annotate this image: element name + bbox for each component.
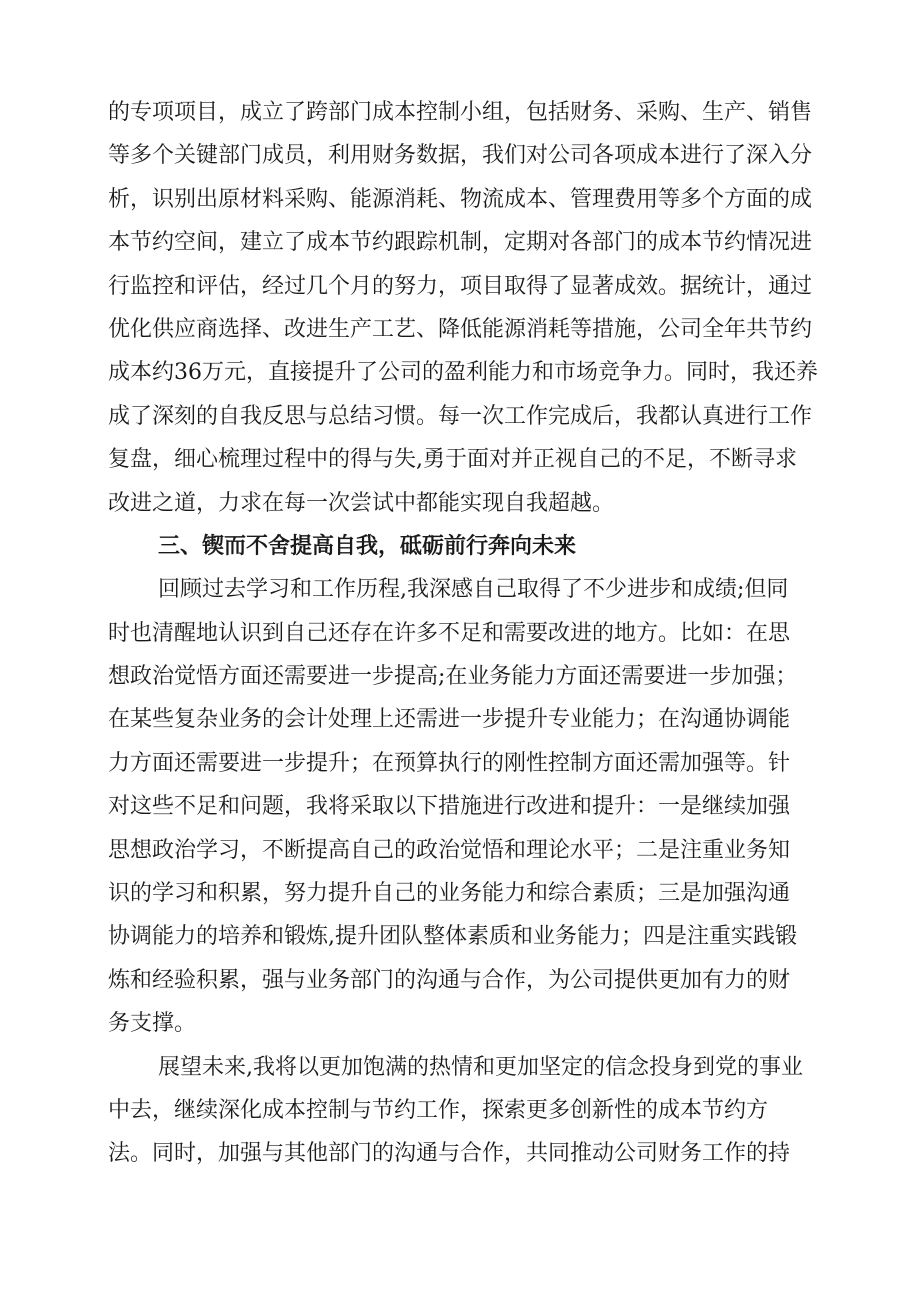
text-line: 法。同时，加强与其他部门的沟通与合作，共同推动公司财务工作的持	[108, 1141, 791, 1167]
text-line: 复盘，细心梳理过程中的得与失,勇于面对并正视自己的不足，不断寻求	[108, 447, 797, 473]
text-line: 力方面还需要进一步提升；在预算执行的刚性控制方面还需加强等。针	[108, 750, 791, 776]
text-line: 在某些复杂业务的会计处理上还需进一步提升专业能力；在沟通协调能	[108, 707, 791, 733]
text-line: 改进之道，力求在每一次尝试中都能实现自我超越。	[108, 490, 615, 516]
text-line: 成了深刻的自我反思与总结习惯。每一次工作完成后，我都认真进行工作	[108, 403, 813, 429]
text-line: 时也清醒地认识到自己还存在许多不足和需要改进的地方。比如：在思	[108, 620, 791, 646]
document-body	[108, 91, 848, 1176]
text-line: 等多个关键部门成员，利用财务数据，我们对公司各项成本进行了深入分	[108, 143, 813, 169]
text-line: 回顾过去学习和工作历程,我深感自己取得了不少进步和成绩;但同	[158, 577, 789, 603]
text-line: 务支撑。	[108, 1011, 197, 1037]
text-line: 炼和经验积累，强与业务部门的沟通与合作，为公司提供更加有力的财	[108, 967, 791, 993]
text-line: 中去，继续深化成本控制与节约工作，探索更多创新性的成本节约方	[108, 1097, 769, 1123]
text-line: 协调能力的培养和锻炼,提升团队整体素质和业务能力；四是注重实践锻	[108, 924, 797, 950]
text-line: 优化供应商选择、改进生产工艺、降低能源消耗等措施，公司全年共节约	[108, 316, 813, 342]
text-line: 思想政治学习，不断提高自己的政治觉悟和理论水平；二是注重业务知	[108, 837, 791, 863]
paragraph-cost-control	[108, 91, 848, 525]
text-line: 成本约36万元，直接提升了公司的盈利能力和市场竞争力。同时，我还养	[108, 360, 818, 386]
section-heading: 三、锲而不舍提高自我，砥砺前行奔向未来	[158, 532, 577, 559]
text-line: 行监控和评估，经过几个月的努力，项目取得了显著成效。据统计，通过	[108, 273, 813, 299]
text-line: 的专项项目，成立了跨部门成本控制小组，包括财务、采购、生产、销售	[108, 100, 813, 125]
text-line: 对这些不足和问题，我将采取以下措施进行改进和提升：一是继续加强	[108, 794, 791, 820]
text-line: 析，识别出原材料采购、能源消耗、物流成本、管理费用等多个方面的成	[108, 186, 813, 212]
text-line: 本节约空间，建立了成本节约跟踪机制，定期对各部门的成本节约情况进	[108, 230, 813, 256]
paragraph-outlook	[108, 1046, 848, 1176]
text-line: 展望未来,我将以更加饱满的热情和更加坚定的信念投身到党的事业	[158, 1054, 803, 1080]
text-line: 想政治觉悟方面还需要进一步提高;在业务能力方面还需要进一步加强；	[108, 664, 798, 690]
text-line: 识的学习和积累，努力提升自己的业务能力和综合素质；三是加强沟通	[108, 881, 791, 907]
paragraph-self-improvement	[108, 568, 848, 1045]
